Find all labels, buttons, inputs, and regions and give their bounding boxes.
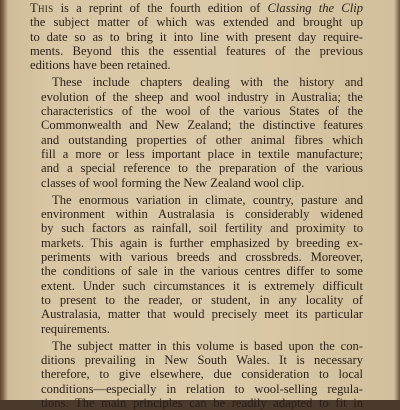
text-line: ments. Beyond this the essential features of the previous <box>30 43 363 58</box>
text-line: conditions—especially in relation to wool-selling regula- <box>41 381 363 396</box>
page-right-edge-shadow <box>394 0 400 400</box>
text-line: The subject matter in this volume is based upon the con- <box>52 338 363 353</box>
paragraph-4 <box>30 339 363 410</box>
text-line: The enormous variation in climate, country, pasture and <box>52 192 363 207</box>
text-line: This is a reprint of the fourth edition of Classing the Clip <box>30 1 363 15</box>
text-line: the conditions of sale in the various centres differ to some <box>41 264 363 279</box>
text-line: to present to the reader, or student, in any locality of <box>41 292 363 307</box>
text-line: Australasia, matter that would precisely meet its particular <box>41 307 363 322</box>
text-line: and a special reference to the preparation of the various <box>41 161 363 176</box>
page-left-edge-shadow <box>0 0 8 400</box>
text-line: requirements. <box>41 321 110 336</box>
text-line: the subject matter of which was extended and brought up <box>30 15 363 30</box>
text-line: by such factors as rainfall, soil fertility and proximity to <box>41 221 363 236</box>
text-line: evolution of the sheep and wool industry in Australia; the <box>41 89 363 104</box>
text-line: Commonwealth and New Zealand; the distinctive features <box>41 118 363 133</box>
text-line: periments with various breeds and crossbreds. Moreover, <box>41 250 363 265</box>
text-line: and outstanding properties of other animal fibres which <box>41 132 363 147</box>
text-line: classes of wool forming the New Zealand wool clip. <box>41 175 305 190</box>
text-line: to date so as to bring it into line with present day require- <box>30 29 363 44</box>
text-line: tions. The main principles can be readily adapted to fit in <box>41 396 363 410</box>
text-line: characteristics of the wool of the various States of the <box>41 104 363 119</box>
lead-word: This <box>30 1 54 15</box>
paragraph-2 <box>30 75 363 189</box>
text-line: extent. Under such circumstances it is extremely difficult <box>41 278 363 293</box>
paragraph-1 <box>30 1 363 72</box>
body-text <box>30 1 363 410</box>
text-line: environment within Australasia is considerably widened <box>41 207 363 222</box>
text-line: editions have been retained. <box>30 58 171 73</box>
book-title: Classing the Clip <box>267 1 363 15</box>
text-line: ditions prevailing in New South Wales. It is necessary <box>41 353 363 368</box>
paragraph-3 <box>30 193 363 336</box>
text-line: therefore, to give elsewhere, due consideration to local <box>41 367 363 382</box>
text-line: fill a more or less important place in textile manufacture; <box>41 146 363 161</box>
text-line: markets. This again is further emphasized by breeding ex- <box>41 235 363 250</box>
text-line: These include chapters dealing with the history and <box>52 75 363 90</box>
